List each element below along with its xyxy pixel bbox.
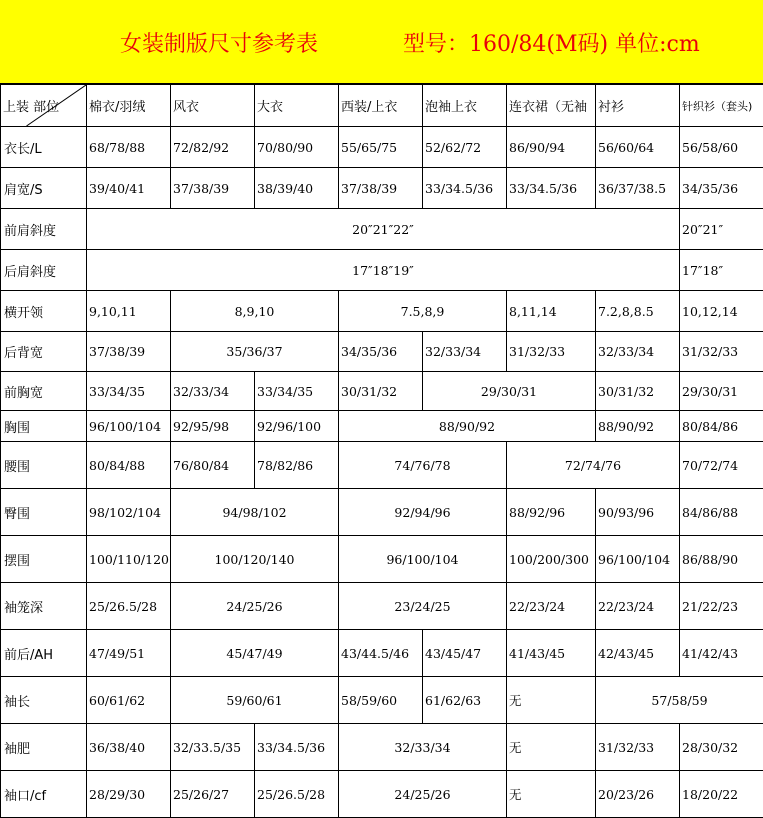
table-cell: 86/88/90 [680, 536, 763, 583]
row-label: 袖肥 [1, 724, 87, 771]
column-header: 大衣 [255, 85, 339, 127]
table-cell: 59/60/61 [171, 677, 339, 724]
row-label: 前后/AH [1, 630, 87, 677]
title-banner [0, 0, 763, 84]
table-cell: 90/93/96 [596, 489, 680, 536]
table-cell: 33/34/35 [87, 372, 171, 411]
table-row [1, 332, 763, 372]
chart-title: 女装制版尺寸参考表 [120, 27, 318, 58]
row-label: 前胸宽 [1, 372, 87, 411]
table-cell: 23/24/25 [339, 583, 507, 630]
table-row [1, 677, 763, 724]
table-row [1, 127, 763, 168]
table-cell: 80/84/88 [87, 442, 171, 489]
table-cell: 38/39/40 [255, 168, 339, 209]
table-cell: 34/35/36 [680, 168, 763, 209]
table-row [1, 583, 763, 630]
table-cell: 33/34.5/36 [507, 168, 596, 209]
table-cell: 56/60/64 [596, 127, 680, 168]
table-cell: 33/34/35 [255, 372, 339, 411]
table-cell: 68/78/88 [87, 127, 171, 168]
table-cell: 100/200/300 [507, 536, 596, 583]
table-cell: 37/38/39 [339, 168, 423, 209]
table-cell: 70/72/74 [680, 442, 763, 489]
table-cell: 33/34.5/36 [423, 168, 507, 209]
column-header: 连衣裙（无袖 [507, 85, 596, 127]
table-cell: 61/62/63 [423, 677, 507, 724]
table-row [1, 442, 763, 489]
table-cell: 72/74/76 [507, 442, 680, 489]
row-label: 后背宽 [1, 332, 87, 372]
table-cell: 92/96/100 [255, 411, 339, 442]
table-cell: 78/82/86 [255, 442, 339, 489]
table-cell: 96/100/104 [339, 536, 507, 583]
column-header: 针织衫（套头) [680, 85, 763, 127]
table-cell: 100/120/140 [171, 536, 339, 583]
table-cell: 31/32/33 [596, 724, 680, 771]
table-cell: 58/59/60 [339, 677, 423, 724]
table-row [1, 372, 763, 411]
table-cell: 43/44.5/46 [339, 630, 423, 677]
table-cell: 21/22/23 [680, 583, 763, 630]
table-cell: 57/58/59 [596, 677, 763, 724]
table-row [1, 489, 763, 536]
table-cell: 29/30/31 [423, 372, 596, 411]
table-cell: 43/45/47 [423, 630, 507, 677]
table-cell: 30/31/32 [339, 372, 423, 411]
size-table [0, 84, 763, 818]
row-label: 后肩斜度 [1, 250, 87, 291]
table-row [1, 411, 763, 442]
row-label: 摆围 [1, 536, 87, 583]
table-cell: 32/33/34 [171, 372, 255, 411]
table-row [1, 168, 763, 209]
table-cell: 74/76/78 [339, 442, 507, 489]
table-row [1, 630, 763, 677]
row-label: 前肩斜度 [1, 209, 87, 250]
table-cell: 31/32/33 [507, 332, 596, 372]
table-cell: 17″18″19″ [87, 250, 680, 291]
table-cell: 24/25/26 [171, 583, 339, 630]
table-cell: 无 [507, 724, 596, 771]
model-and-unit: 型号：160/84(M码) 单位:cm [403, 27, 700, 58]
table-cell: 41/42/43 [680, 630, 763, 677]
table-cell: 55/65/75 [339, 127, 423, 168]
table-row [1, 250, 763, 291]
table-cell: 80/84/86 [680, 411, 763, 442]
column-header: 西装/上衣 [339, 85, 423, 127]
row-label: 横开领 [1, 291, 87, 332]
table-cell: 39/40/41 [87, 168, 171, 209]
column-header: 风衣 [171, 85, 255, 127]
table-cell: 100/110/120 [87, 536, 171, 583]
table-row [1, 536, 763, 583]
table-cell: 88/90/92 [596, 411, 680, 442]
table-cell: 72/82/92 [171, 127, 255, 168]
table-cell: 20″21″22″ [87, 209, 680, 250]
table-cell: 25/26.5/28 [87, 583, 171, 630]
table-cell: 22/23/24 [507, 583, 596, 630]
table-cell: 20″21″ [680, 209, 763, 250]
table-cell: 34/35/36 [339, 332, 423, 372]
row-label: 袖口/cf [1, 771, 87, 818]
table-cell: 32/33/34 [339, 724, 507, 771]
table-cell: 36/37/38.5 [596, 168, 680, 209]
table-cell: 76/80/84 [171, 442, 255, 489]
table-cell: 8,9,10 [171, 291, 339, 332]
table-cell: 96/100/104 [596, 536, 680, 583]
table-cell: 45/47/49 [171, 630, 339, 677]
table-cell: 10,12,14 [680, 291, 763, 332]
table-cell: 32/33/34 [423, 332, 507, 372]
table-row [1, 209, 763, 250]
table-cell: 98/102/104 [87, 489, 171, 536]
table-cell: 20/23/26 [596, 771, 680, 818]
table-cell: 56/58/60 [680, 127, 763, 168]
table-cell: 96/100/104 [87, 411, 171, 442]
table-cell: 25/26.5/28 [255, 771, 339, 818]
row-label: 腰围 [1, 442, 87, 489]
table-cell: 8,11,14 [507, 291, 596, 332]
table-cell: 28/30/32 [680, 724, 763, 771]
column-header: 衬衫 [596, 85, 680, 127]
table-cell: 86/90/94 [507, 127, 596, 168]
table-cell: 30/31/32 [596, 372, 680, 411]
header-corner-label: 上装 部位 [3, 100, 59, 115]
header-row [1, 85, 763, 127]
row-label: 袖长 [1, 677, 87, 724]
table-cell: 94/98/102 [171, 489, 339, 536]
table-cell: 25/26/27 [171, 771, 255, 818]
column-header: 棉衣/羽绒 [87, 85, 171, 127]
table-cell: 84/86/88 [680, 489, 763, 536]
table-cell: 42/43/45 [596, 630, 680, 677]
table-cell: 24/25/26 [339, 771, 507, 818]
table-cell: 37/38/39 [87, 332, 171, 372]
table-cell: 92/94/96 [339, 489, 507, 536]
table-cell: 36/38/40 [87, 724, 171, 771]
table-cell: 9,10,11 [87, 291, 171, 332]
table-cell: 无 [507, 771, 596, 818]
table-row [1, 771, 763, 818]
table-cell: 70/80/90 [255, 127, 339, 168]
table-cell: 32/33.5/35 [171, 724, 255, 771]
table-cell: 无 [507, 677, 596, 724]
row-label: 衣长/L [1, 127, 87, 168]
table-cell: 52/62/72 [423, 127, 507, 168]
row-label: 肩宽/S [1, 168, 87, 209]
row-label: 臀围 [1, 489, 87, 536]
table-row [1, 724, 763, 771]
header-corner-cell [1, 85, 87, 127]
table-cell: 33/34.5/36 [255, 724, 339, 771]
table-cell: 7.5,8,9 [339, 291, 507, 332]
table-cell: 92/95/98 [171, 411, 255, 442]
table-cell: 88/92/96 [507, 489, 596, 536]
table-cell: 28/29/30 [87, 771, 171, 818]
table-row [1, 291, 763, 332]
table-cell: 37/38/39 [171, 168, 255, 209]
table-cell: 41/43/45 [507, 630, 596, 677]
table-cell: 7.2,8,8.5 [596, 291, 680, 332]
row-label: 胸围 [1, 411, 87, 442]
table-cell: 32/33/34 [596, 332, 680, 372]
row-label: 袖笼深 [1, 583, 87, 630]
table-cell: 31/32/33 [680, 332, 763, 372]
table-cell: 88/90/92 [339, 411, 596, 442]
table-cell: 35/36/37 [171, 332, 339, 372]
table-cell: 29/30/31 [680, 372, 763, 411]
table-cell: 18/20/22 [680, 771, 763, 818]
table-cell: 47/49/51 [87, 630, 171, 677]
table-cell: 17″18″ [680, 250, 763, 291]
table-cell: 60/61/62 [87, 677, 171, 724]
column-header: 泡袖上衣 [423, 85, 507, 127]
table-cell: 22/23/24 [596, 583, 680, 630]
